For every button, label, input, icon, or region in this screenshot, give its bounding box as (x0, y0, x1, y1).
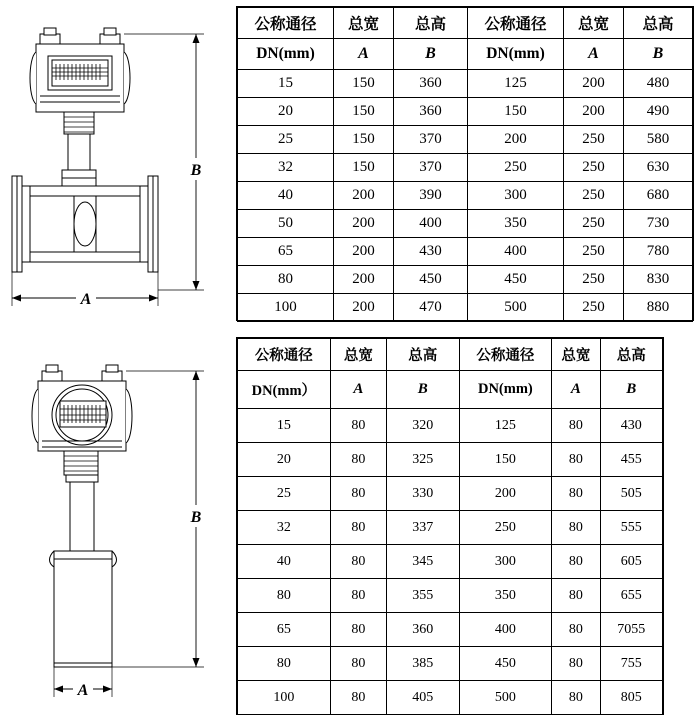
cell: 780 (624, 238, 693, 266)
cell: 25 (238, 126, 334, 154)
cell: 40 (238, 545, 331, 579)
cell: 680 (624, 182, 693, 210)
cell: 80 (552, 511, 600, 545)
cell: 150 (468, 98, 564, 126)
header-cell: 总宽 (552, 339, 600, 371)
table-row (238, 511, 663, 545)
cell: 7055 (600, 613, 663, 647)
header-cell: 总高 (624, 8, 693, 39)
table-row (238, 294, 693, 322)
cell: 450 (468, 266, 564, 294)
header-cell: A (564, 39, 624, 70)
cell: 325 (387, 443, 460, 477)
cell: 80 (330, 613, 386, 647)
table-row (238, 647, 663, 681)
table-row (238, 98, 693, 126)
cell: 200 (334, 210, 394, 238)
cell: 500 (459, 681, 552, 715)
cell: 80 (552, 681, 600, 715)
top-height-label: B (190, 162, 202, 179)
cell: 450 (394, 266, 468, 294)
cell: 200 (564, 70, 624, 98)
bottom-width-label: A (77, 682, 89, 699)
cell: 25 (238, 477, 331, 511)
table-row (238, 477, 663, 511)
header-cell: 公称通径 (459, 339, 552, 371)
cell: 360 (387, 613, 460, 647)
cell: 80 (330, 681, 386, 715)
cell: 300 (459, 545, 552, 579)
cell: 150 (334, 154, 394, 182)
cell: 65 (238, 238, 334, 266)
cell: 830 (624, 266, 693, 294)
cell: 200 (334, 266, 394, 294)
cell: 80 (330, 647, 386, 681)
cell: 880 (624, 294, 693, 322)
header-cell: A (552, 371, 600, 409)
table-header-row-2 (238, 39, 693, 70)
cell: 40 (238, 182, 334, 210)
cell: 250 (468, 154, 564, 182)
table-header-row-1 (238, 8, 693, 39)
cell: 15 (238, 70, 334, 98)
header-cell: DN(mm） (238, 371, 331, 409)
cell: 500 (468, 294, 564, 322)
cell: 605 (600, 545, 663, 579)
header-cell: B (600, 371, 663, 409)
cell: 200 (459, 477, 552, 511)
table-top (237, 7, 693, 322)
cell: 555 (600, 511, 663, 545)
cell: 630 (624, 154, 693, 182)
cell: 80 (552, 477, 600, 511)
header-cell: B (624, 39, 693, 70)
table-row (238, 409, 663, 443)
cell: 150 (334, 126, 394, 154)
cell: 390 (394, 182, 468, 210)
table-row (238, 613, 663, 647)
inline-flowmeter-drawing (0, 0, 232, 340)
header-cell: B (394, 39, 468, 70)
cell: 655 (600, 579, 663, 613)
cell: 80 (552, 443, 600, 477)
cell: 385 (387, 647, 460, 681)
cell: 100 (238, 681, 331, 715)
cell: 350 (459, 579, 552, 613)
cell: 345 (387, 545, 460, 579)
bottom-height-label: B (190, 509, 202, 526)
header-cell: 总宽 (334, 8, 394, 39)
cell: 250 (564, 266, 624, 294)
cell: 400 (394, 210, 468, 238)
cell: 80 (330, 443, 386, 477)
header-cell: 公称通径 (238, 8, 334, 39)
cell: 80 (238, 579, 331, 613)
cell: 80 (552, 579, 600, 613)
cell: 337 (387, 511, 460, 545)
cell: 32 (238, 511, 331, 545)
header-cell: 公称通径 (238, 339, 331, 371)
cell: 80 (330, 545, 386, 579)
cell: 150 (459, 443, 552, 477)
cell: 355 (387, 579, 460, 613)
table-row (238, 238, 693, 266)
cell: 250 (564, 182, 624, 210)
cell: 455 (600, 443, 663, 477)
cell: 250 (564, 126, 624, 154)
cell: 505 (600, 477, 663, 511)
cell: 430 (394, 238, 468, 266)
table-row (238, 579, 663, 613)
cell: 400 (459, 613, 552, 647)
cell: 125 (468, 70, 564, 98)
header-cell: B (387, 371, 460, 409)
cell: 15 (238, 409, 331, 443)
cell: 580 (624, 126, 693, 154)
cell: 200 (334, 294, 394, 322)
cell: 480 (624, 70, 693, 98)
cell: 330 (387, 477, 460, 511)
header-cell: 总宽 (564, 8, 624, 39)
header-cell: 公称通径 (468, 8, 564, 39)
table-row (238, 545, 663, 579)
header-cell: 总高 (387, 339, 460, 371)
cell: 470 (394, 294, 468, 322)
table-row (238, 681, 663, 715)
cell: 65 (238, 613, 331, 647)
header-cell: DN(mm) (468, 39, 564, 70)
cell: 150 (334, 98, 394, 126)
header-cell: DN(mm) (459, 371, 552, 409)
table-row (238, 182, 693, 210)
table-row (238, 70, 693, 98)
cell: 80 (552, 647, 600, 681)
insertion-flowmeter-drawing (0, 345, 232, 719)
cell: 32 (238, 154, 334, 182)
cell: 755 (600, 647, 663, 681)
dimensions-table-top (236, 6, 694, 321)
table-row (238, 126, 693, 154)
cell: 805 (600, 681, 663, 715)
cell: 100 (238, 294, 334, 322)
cell: 20 (238, 98, 334, 126)
cell: 450 (459, 647, 552, 681)
cell: 200 (468, 126, 564, 154)
dimensions-table-bottom (236, 337, 664, 715)
cell: 200 (334, 182, 394, 210)
table-row (238, 443, 663, 477)
cell: 200 (334, 238, 394, 266)
cell: 320 (387, 409, 460, 443)
table-row (238, 266, 693, 294)
table-header-row-2 (238, 371, 663, 409)
header-cell: 总高 (394, 8, 468, 39)
cell: 730 (624, 210, 693, 238)
cell: 80 (552, 613, 600, 647)
table-header-row-1 (238, 339, 663, 371)
cell: 250 (564, 154, 624, 182)
header-cell: A (334, 39, 394, 70)
cell: 80 (552, 409, 600, 443)
cell: 250 (564, 294, 624, 322)
cell: 50 (238, 210, 334, 238)
cell: 150 (334, 70, 394, 98)
cell: 80 (330, 409, 386, 443)
cell: 20 (238, 443, 331, 477)
cell: 80 (330, 511, 386, 545)
header-cell: 总高 (600, 339, 663, 371)
table-row (238, 210, 693, 238)
cell: 250 (564, 210, 624, 238)
cell: 200 (564, 98, 624, 126)
cell: 250 (564, 238, 624, 266)
cell: 360 (394, 98, 468, 126)
cell: 80 (238, 266, 334, 294)
header-cell: A (330, 371, 386, 409)
table-bottom (237, 338, 663, 715)
header-cell: DN(mm) (238, 39, 334, 70)
cell: 80 (330, 579, 386, 613)
cell: 350 (468, 210, 564, 238)
cell: 360 (394, 70, 468, 98)
cell: 490 (624, 98, 693, 126)
cell: 250 (459, 511, 552, 545)
cell: 370 (394, 154, 468, 182)
cell: 405 (387, 681, 460, 715)
cell: 430 (600, 409, 663, 443)
drawings-column (0, 0, 232, 719)
cell: 125 (459, 409, 552, 443)
cell: 370 (394, 126, 468, 154)
top-width-label: A (80, 291, 92, 308)
cell: 400 (468, 238, 564, 266)
cell: 80 (238, 647, 331, 681)
cell: 80 (330, 477, 386, 511)
header-cell: 总宽 (330, 339, 386, 371)
cell: 300 (468, 182, 564, 210)
cell: 80 (552, 545, 600, 579)
table-row (238, 154, 693, 182)
